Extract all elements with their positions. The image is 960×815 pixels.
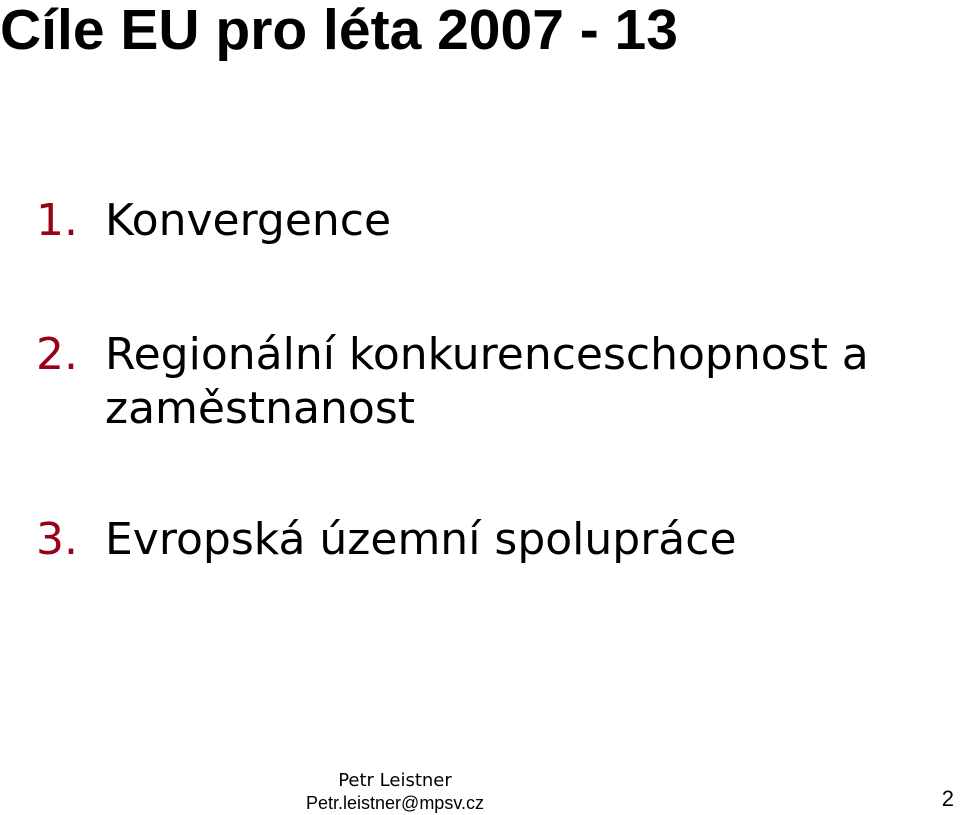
list-item	[36, 328, 946, 436]
list-item-number: 3.	[36, 514, 78, 565]
list-item	[36, 513, 946, 567]
list-item-text: Evropská územní spolupráce	[105, 514, 737, 565]
footer-email: Petr.leistner@mpsv.cz	[306, 793, 484, 813]
list-item-number: 1.	[36, 195, 78, 246]
list-item-text: Konvergence	[105, 195, 392, 246]
footer-author: Petr Leistner	[338, 770, 452, 791]
list-item	[36, 194, 946, 248]
slide-title: Cíle EU pro léta 2007 - 13	[0, 0, 678, 62]
list-item-number: 2.	[36, 329, 78, 380]
list-item-text: Regionální konkurenceschopnost a zaměstnanost	[105, 329, 869, 434]
page-number: 2	[941, 786, 954, 811]
